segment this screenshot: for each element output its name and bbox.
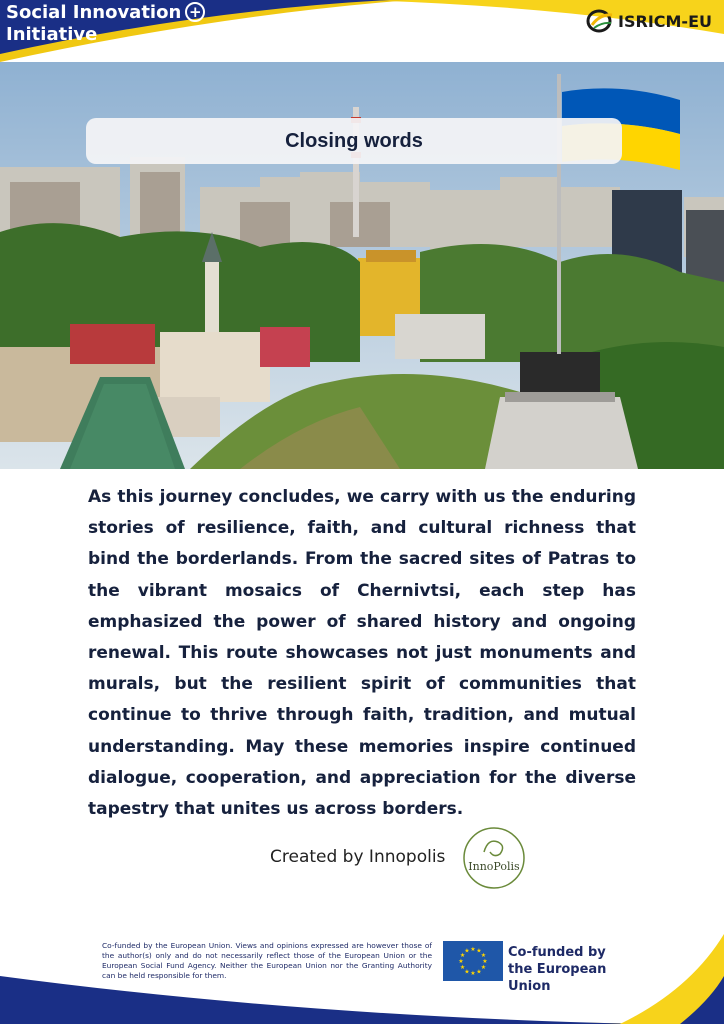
svg-text:★: ★ (482, 958, 488, 965)
svg-text:★: ★ (480, 952, 487, 959)
svg-text:★: ★ (464, 947, 470, 955)
brand-logo (6, 2, 205, 46)
partner-logo-text: ISRICM-EU (618, 11, 712, 31)
closing-paragraph: As this journey concludes, we carry with us the enduring stories of resilience, faith, and cultural richness that bind the borderlands. From the sacred sites of Patras to the vibrant mosaics of Chernivtsi, each step has emphasized the power of shared history and ongoing renewal. This route showcases not just monuments and murals, but the resilient spirit of communities that continue to thrive through faith, tradition, and mutual understanding. May these memories inspire continued dialogue, cooperation, and appreciation for the diverse tapestry that unites us across borders. (88, 487, 636, 820)
svg-text:★: ★ (476, 968, 482, 976)
svg-text:★: ★ (459, 964, 466, 971)
innopolis-logo-text: InnoPolis (468, 860, 520, 873)
svg-text:★: ★ (459, 952, 466, 959)
plus-circle-icon: + (185, 2, 205, 22)
svg-text:★: ★ (458, 958, 464, 965)
eu-disclaimer: Co-funded by the European Union. Views and opinions expressed are however those of the author(s) only and do not necessarily reflect those of the European Union or the European Social Fund Agency. Neither the European Union nor the Granting Authority can be held responsible for them. (102, 941, 432, 980)
svg-text:★: ★ (480, 964, 487, 971)
eu-line2: the European Union (508, 962, 607, 994)
brand-line2: Initiative (6, 24, 98, 45)
innopolis-logo (462, 826, 526, 890)
svg-text:★: ★ (470, 970, 476, 977)
eu-cofunded-label (508, 944, 648, 995)
header (0, 0, 724, 62)
partner-logo (586, 8, 712, 34)
page-title: Closing words (86, 118, 622, 164)
created-by-label: Created by Innopolis (270, 847, 446, 867)
brand-line1: Social Innovation (6, 2, 182, 23)
eu-line1: Co-funded by (508, 945, 606, 960)
isricm-swoosh-icon (586, 8, 616, 34)
svg-text:★: ★ (476, 947, 482, 955)
eu-flag-icon (443, 941, 503, 981)
svg-text:★: ★ (470, 946, 476, 953)
svg-text:★: ★ (464, 968, 470, 976)
kyiv-cityscape-photo (0, 62, 724, 469)
